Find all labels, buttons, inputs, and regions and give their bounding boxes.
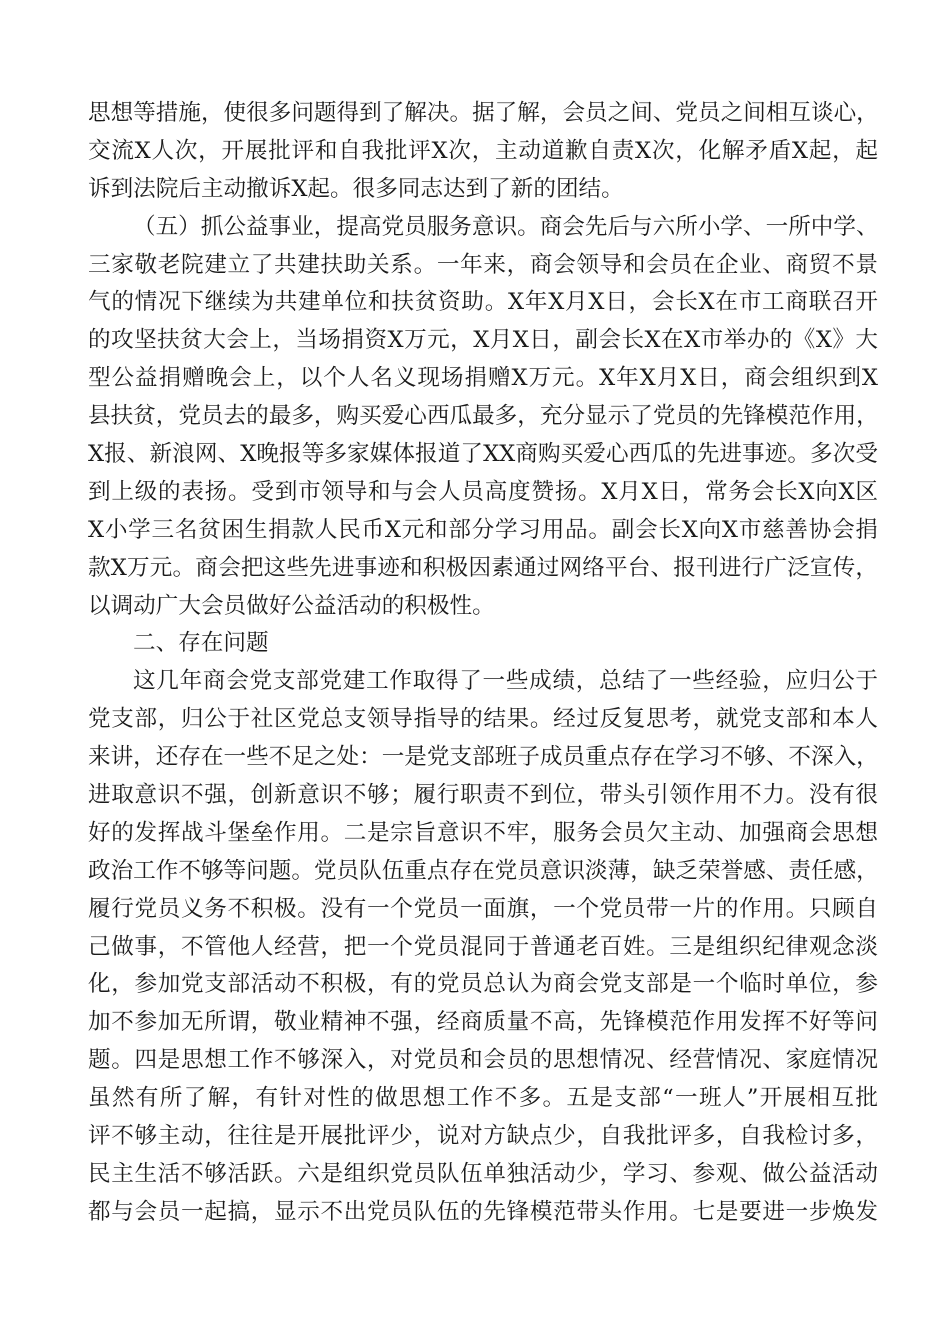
text-line: （五）抓公益事业，提高党员服务意识。商会先后与六所小学、一所中学、 — [133, 213, 879, 240]
text-line: X小学三名贫困生捐款人民币X元和部分学习用品。副会长X向X市慈善协会捐 — [88, 516, 878, 543]
text-line: 虽然有所了解，有针对性的做思想工作不多。五是支部“一班人”开展相互批 — [88, 1085, 878, 1112]
text-line: 政治工作不够等问题。党员队伍重点存在党员意识淡薄，缺乏荣誉感、责任感， — [88, 857, 879, 884]
text-line: 交流X人次，开展批评和自我批评X次，主动道歉自责X次，化解矛盾X起，起 — [88, 137, 878, 164]
text-line: 型公益捐赠晚会上，以个人名义现场捐赠X万元。X年X月X日，商会组织到X — [88, 365, 878, 392]
text-line: 的攻坚扶贫大会上，当场捐资X万元，X月X日，副会长X在X市举办的《X》大 — [88, 327, 878, 354]
text-line: 来讲，还存在一些不足之处：一是党支部班子成员重点存在学习不够、不深入， — [88, 744, 879, 771]
heading-text: 二、存在问题 — [133, 630, 269, 657]
document-body — [88, 95, 878, 1232]
paragraph-public-welfare — [88, 209, 878, 626]
text-line: 气的情况下继续为共建单位和扶贫资助。X年X月X日，会长X在市工商联召开 — [88, 289, 878, 316]
text-line: X报、新浪网、X晚报等多家媒体报道了XX商购买爱心西瓜的先进事迹。多次受 — [88, 441, 878, 468]
text-line: 三家敬老院建立了共建扶助关系。一年来，商会领导和会员在企业、商贸不景 — [88, 251, 878, 278]
text-line: 民主生活不够活跃。六是组织党员队伍单独活动少，学习、参观、做公益活动 — [88, 1160, 878, 1187]
text-line: 款X万元。商会把这些先进事迹和积极因素通过网络平台、报刊进行广泛宣传， — [88, 554, 878, 581]
text-line: 党支部，归公于社区党总支领导指导的结果。经过反复思考，就党支部和本人 — [88, 706, 878, 733]
text-line: 思想等措施，使很多问题得到了解决。据了解，会员之间、党员之间相互谈心， — [88, 100, 879, 126]
text-line: 化，参加党支部活动不积极，有的党员总认为商会党支部是一个临时单位，参 — [88, 971, 878, 998]
text-line: 进取意识不强，创新意识不够；履行职责不到位，带头引领作用不力。没有很 — [88, 782, 878, 809]
text-line: 到上级的表扬。受到市领导和与会人员高度赞扬。X月X日，常务会长X向X区 — [88, 478, 878, 505]
text-line: 都与会员一起搞，显示不出党员队伍的先锋模范带头作用。七是要进一步焕发 — [88, 1198, 878, 1225]
section-heading — [88, 625, 878, 663]
paragraph-continuation — [88, 95, 878, 209]
text-line: 履行党员义务不积极。没有一个党员一面旗，一个党员带一片的作用。只顾自 — [88, 895, 878, 922]
text-line: 县扶贫，党员去的最多，购买爱心西瓜最多，充分显示了党员的先锋模范作用， — [88, 403, 879, 430]
text-line: 这几年商会党支部党建工作取得了一些成绩，总结了一些经验，应归公于 — [133, 668, 878, 695]
text-line: 诉到法院后主动撤诉X起。很多同志达到了新的团结。 — [88, 175, 624, 202]
text-line: 以调动广大会员做好公益活动的积极性。 — [88, 592, 495, 619]
text-line: 好的发挥战斗堡垒作用。二是宗旨意识不牢，服务会员欠主动、加强商会思想 — [88, 819, 878, 846]
text-line: 加不参加无所谓，敬业精神不强，经商质量不高，先锋模范作用发挥不好等问 — [88, 1009, 878, 1036]
text-line: 己做事，不管他人经营，把一个党员混同于普通老百姓。三是组织纪律观念淡 — [88, 933, 878, 960]
text-line: 评不够主动，往往是开展批评少，说对方缺点少，自我批评多，自我检讨多， — [88, 1123, 878, 1150]
text-line: 题。四是思想工作不够深入，对党员和会员的思想情况、经营情况、家庭情况 — [88, 1047, 878, 1074]
paragraph-problems — [88, 663, 878, 1231]
